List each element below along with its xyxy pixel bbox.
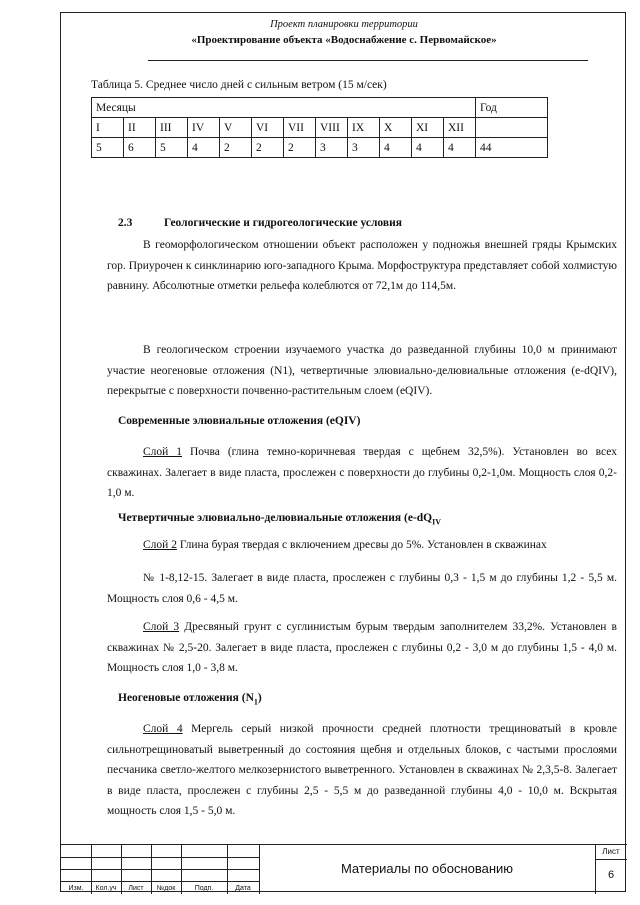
table-values-row	[92, 138, 548, 158]
month-cell: V	[220, 118, 252, 138]
value-cell: 5	[92, 138, 124, 158]
header-object-line: «Проектирование объекта «Водоснабжение с. Первомайское»	[191, 34, 497, 46]
sheet-label: Лист	[602, 847, 620, 856]
layer-4-text: Мергель серый низкой прочности средней плотности трещиноватый в кровле сильнотрещиноватый выветренный до состояния щебня и отдельных блоков, с частыми прослоями песчаника светло-желтого мелкозернистого выветренного. Установлен в скважинах № 2,3,5-8. Залегает в виде пласта, прослежен с глубины 2,5 - 5,5 м до разведанной глубины 4,0 - 10,0 м. Вскрытая мощность слоя 1,5 - 5,0 м.	[107, 723, 617, 817]
table-months-row	[92, 118, 548, 138]
month-cell: VI	[252, 118, 284, 138]
month-cell: I	[92, 118, 124, 138]
layer-2-text: Глина бурая твердая с включением дресвы до 5%. Установлен в скважинах	[176, 539, 547, 551]
value-cell: 2	[220, 138, 252, 158]
value-cell: 6	[124, 138, 156, 158]
section-title: Геологические и гидрогеологические условия	[164, 217, 402, 229]
stamp-label-podp: Подп.	[194, 885, 214, 892]
value-cell: 4	[188, 138, 220, 158]
value-cell: 3	[316, 138, 348, 158]
year-header: Год	[476, 98, 548, 118]
document-title: Материалы по обоснованию	[340, 861, 514, 876]
stamp-sheet-divider	[595, 859, 627, 860]
month-cell: XII	[444, 118, 476, 138]
title-block-stamp	[61, 844, 627, 894]
section-number: 2.3	[118, 217, 133, 229]
layer-4-label: Слой 4	[143, 723, 183, 735]
wind-days-table	[91, 97, 548, 158]
month-cell: VIII	[316, 118, 348, 138]
paragraph-layer-1	[107, 442, 617, 504]
month-cell: III	[156, 118, 188, 138]
subheading-neogene-end: )	[257, 692, 262, 704]
subheading-neogene-text: Неогеновые отложения (N	[118, 692, 254, 704]
paragraph-layer-2	[107, 535, 617, 556]
header-divider	[148, 60, 588, 61]
sheet-number: 6	[607, 869, 615, 881]
value-cell: 5	[156, 138, 188, 158]
paragraph-layer-2-continued: № 1-8,12-15. Залегает в виде пласта, прослежен с глубины 0,3 - 1,5 м до глубины 1,2 - 5,5 м. Мощность слоя 0,6 - 4,5 м.	[107, 572, 617, 605]
stamp-label-list: Лист	[128, 885, 144, 892]
stamp-label-ndok: №док	[156, 885, 176, 892]
stamp-label-data: Дата	[235, 885, 251, 892]
year-empty-cell	[476, 118, 548, 138]
stamp-label-kol-uch: Кол.уч	[95, 885, 117, 892]
layer-3-label: Слой 3	[143, 621, 180, 633]
table-caption: Таблица 5. Среднее число дней с сильным ветром (15 м/сек)	[91, 79, 387, 91]
page-frame	[60, 12, 626, 892]
months-header: Месяцы	[92, 98, 476, 118]
subheading-neogene-index: 1	[253, 697, 258, 707]
month-cell: II	[124, 118, 156, 138]
subheading-quaternary-index: IV	[432, 517, 442, 527]
subheading-quaternary-deposits	[118, 512, 441, 526]
paragraph-layer-4	[107, 719, 617, 822]
table-header-row	[92, 98, 548, 118]
paragraph-layer-3	[107, 617, 617, 679]
month-cell: IV	[188, 118, 220, 138]
value-cell: 3	[348, 138, 380, 158]
value-cell: 4	[412, 138, 444, 158]
value-cell: 4	[380, 138, 412, 158]
section-heading	[118, 217, 402, 229]
subheading-quaternary-text: Четвертичные элювиально-делювиальные отложения (e-dQ	[118, 512, 433, 524]
value-cell: 4	[444, 138, 476, 158]
paragraph-geology: В геологическом строении изучаемого участка до разведанной глубины 10,0 м принимают участие неогеновые отложения (N1), четвертичные элювиально-делювиальные отложения (e-dQIV), перекрытые с поверхности почвенно-растительным слоем (eQIV).	[107, 344, 617, 397]
stamp-label-izm: Изм.	[68, 885, 84, 892]
year-value-cell: 44	[476, 138, 548, 158]
paragraph-geomorphology: В геоморфологическом отношении объект расположен у подножья внешней гряды Крымских гор. Приурочен к синклинарию юго-западного Крыма. Морфоструктура представляет собой холмистую равнину. Абсолютные отметки рельефа колеблются от 72,1м до 114,5м.	[107, 239, 617, 292]
subheading-modern-deposits: Современные элювиальные отложения (eQIV)	[118, 415, 361, 427]
month-cell: VII	[284, 118, 316, 138]
layer-1-text: Почва (глина темно-коричневая твердая с щебнем 32,5%). Установлен во всех скважинах. Залегает в виде пласта, прослежен с поверхности до глубины 0,2-1,0м. Мощность слоя 0,2-1,0 м.	[107, 446, 617, 499]
month-cell: IX	[348, 118, 380, 138]
header-project-line: Проект планировки территории	[270, 19, 418, 30]
value-cell: 2	[252, 138, 284, 158]
month-cell: X	[380, 118, 412, 138]
month-cell: XI	[412, 118, 444, 138]
layer-1-label: Слой 1	[143, 446, 183, 458]
subheading-neogene-deposits	[118, 692, 262, 706]
value-cell: 2	[284, 138, 316, 158]
layer-3-text: Дресвяный грунт с суглинистым бурым твердым заполнителем 33,2%. Установлен в скважинах № 2,5-20. Залегает в виде пласта, прослежен с глубины 0,2 - 3,0 м до глубины 1,5 - 4,0 м. Мощность слоя 1,0 - 3,8 м.	[107, 621, 617, 674]
layer-2-label: Слой 2	[143, 539, 177, 551]
